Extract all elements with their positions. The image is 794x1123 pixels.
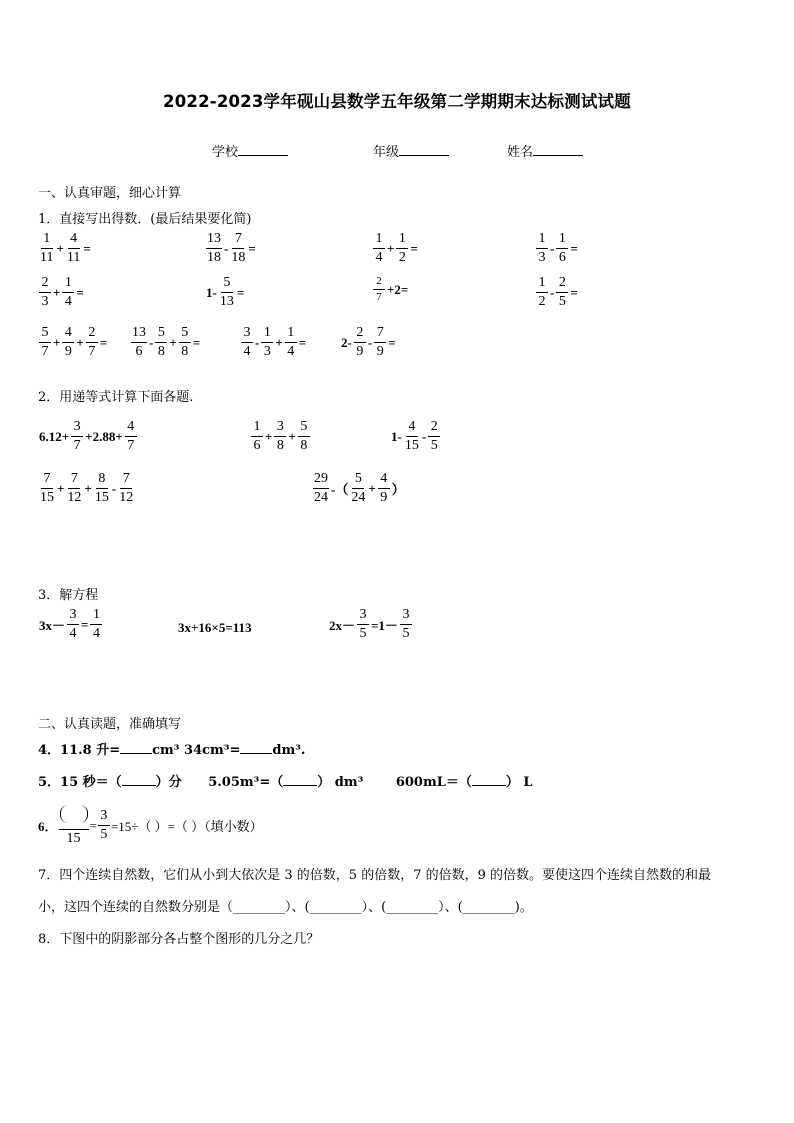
denominator: 12 — [67, 490, 82, 505]
denominator: 12 — [119, 490, 134, 505]
fraction — [400, 608, 412, 641]
denominator: 3 — [263, 344, 271, 359]
denominator: 7 — [41, 344, 49, 359]
denominator: 6 — [253, 438, 261, 453]
denominator: 24 — [351, 490, 366, 505]
grade-field[interactable] — [373, 141, 449, 160]
denominator: 4 — [92, 626, 100, 641]
denominator: 24 — [314, 490, 328, 505]
q5-text-d: ） dm³ — [317, 775, 364, 790]
question-4 — [38, 739, 305, 758]
numerator: 3 — [274, 420, 286, 437]
section-2-heading: 二、认真读题，准确填写 — [38, 717, 182, 732]
numerator: 13 — [206, 232, 222, 249]
denominator: 9 — [376, 344, 384, 359]
fraction — [219, 276, 235, 309]
denominator: 18 — [231, 250, 246, 265]
q3-equation — [38, 608, 103, 641]
grade-label: 年级 — [373, 145, 400, 160]
numerator: 5 — [221, 276, 233, 293]
q5-blank-1[interactable] — [122, 773, 156, 786]
school-label: 学校 — [212, 145, 239, 160]
numerator: 1 — [396, 232, 408, 249]
expr-suffix: = — [410, 240, 418, 256]
expr-prefix: 6.12+ — [39, 428, 70, 444]
fraction — [39, 472, 55, 505]
fraction — [313, 472, 329, 505]
q4-text-a: 4．11.8 升= — [38, 743, 121, 758]
numerator: 2 — [354, 326, 366, 343]
question-1: 1．直接写出得数．(最后结果要化简) — [38, 212, 252, 227]
q6-numerator-blank[interactable] — [60, 805, 88, 823]
numerator: 1 — [62, 276, 74, 293]
denominator: 7 — [88, 344, 96, 359]
q4-text-b: cm³ 34cm³= — [152, 743, 241, 758]
fraction — [404, 420, 420, 453]
q6-blank-fraction[interactable] — [59, 805, 89, 846]
numerator: 3 — [400, 608, 412, 625]
name-label: 姓名 — [507, 145, 534, 160]
fraction — [556, 232, 568, 265]
operator: - — [255, 334, 260, 350]
operator: - — [224, 240, 229, 256]
grade-blank[interactable] — [399, 143, 449, 156]
denominator: 8 — [181, 344, 189, 359]
fraction — [118, 472, 134, 505]
numerator: 5 — [155, 326, 167, 343]
fraction — [428, 420, 440, 453]
denominator: 7 — [127, 438, 135, 453]
denominator: 6 — [135, 344, 143, 359]
operator: + — [387, 240, 395, 256]
fraction — [66, 232, 81, 265]
numerator: 7 — [120, 472, 132, 489]
numerator: 1 — [261, 326, 273, 343]
denominator: 8 — [300, 438, 308, 453]
numerator: 7 — [41, 472, 53, 489]
fraction — [62, 326, 74, 359]
numerator: 3 — [67, 608, 79, 625]
numerator: 7 — [374, 326, 386, 343]
operator: + — [57, 480, 65, 496]
operator: - — [550, 284, 555, 300]
q1-expression — [130, 326, 201, 359]
fraction — [241, 326, 253, 359]
denominator: 3 — [538, 250, 546, 265]
q1-expression — [535, 276, 579, 309]
denominator: 4 — [64, 294, 72, 309]
fraction — [66, 472, 82, 505]
q3-equation — [328, 608, 413, 641]
operator: +2.88+ — [85, 428, 123, 444]
q5-text-b: ）分 — [155, 775, 182, 790]
fraction — [251, 420, 263, 453]
question-6 — [38, 805, 263, 846]
name-field[interactable] — [507, 141, 583, 160]
numerator: 1 — [90, 608, 102, 625]
denominator: 4 — [375, 250, 383, 265]
numerator: 2 — [556, 276, 568, 293]
page-title: 2022-2023学年砚山县数学五年级第二学期期末达标测试试题 — [163, 92, 631, 111]
operator: + — [53, 284, 61, 300]
denominator: 7 — [376, 291, 382, 303]
numerator: 7 — [68, 472, 80, 489]
q3-equation — [178, 620, 252, 636]
fraction — [62, 276, 74, 309]
expr-suffix: = — [236, 284, 245, 300]
operator: = — [81, 616, 89, 632]
question-8: 8．下图中的阴影部分各占整个图形的几分之几？ — [38, 932, 320, 947]
numerator: 4 — [378, 472, 390, 489]
question-3: 3．解方程 — [38, 588, 99, 603]
expr-suffix: = — [388, 334, 396, 350]
denominator: 11 — [66, 250, 81, 265]
denominator: 2 — [398, 250, 406, 265]
operator: + — [265, 428, 273, 444]
fraction — [373, 232, 385, 265]
expr-suffix: +2= — [387, 281, 409, 297]
numerator: 3 — [357, 608, 369, 625]
fraction — [285, 326, 297, 359]
expr-suffix: ） — [391, 482, 405, 497]
numerator: 13 — [131, 326, 147, 343]
q2-expression — [38, 472, 135, 505]
q6-frac-den: 5 — [100, 827, 108, 842]
numerator: 2 — [428, 420, 440, 437]
fraction — [71, 420, 83, 453]
denominator: 18 — [207, 250, 221, 265]
fraction — [556, 276, 568, 309]
equation-text: 3x+16×5=113 — [178, 620, 252, 635]
expr-suffix: = — [298, 334, 307, 350]
operator: + — [288, 428, 296, 444]
fraction — [350, 472, 366, 505]
denominator: 15 — [94, 490, 109, 505]
operator: + — [76, 334, 84, 350]
operator: - — [421, 428, 427, 444]
expr-suffix: = — [192, 334, 201, 350]
fraction — [536, 276, 548, 309]
denominator: 8 — [157, 344, 165, 359]
numerator: 3 — [241, 326, 253, 343]
denominator: 15 — [404, 438, 419, 453]
q5-blank-2[interactable] — [283, 773, 317, 786]
school-blank[interactable] — [238, 143, 288, 156]
denominator: 5 — [430, 438, 438, 453]
operator: - — [149, 334, 154, 350]
operator: - — [111, 480, 117, 496]
q1-expression — [372, 232, 419, 265]
q4-text-c: dm³. — [272, 743, 306, 758]
fraction — [86, 326, 98, 359]
fraction — [230, 232, 246, 265]
q1-expression — [240, 326, 307, 359]
numerator: 5 — [298, 420, 310, 437]
q6-fraction — [98, 809, 110, 842]
fraction — [206, 232, 222, 265]
q1-expression — [38, 232, 92, 265]
denominator: 5 — [402, 626, 410, 641]
fraction — [67, 608, 79, 641]
operator: =1－ — [371, 618, 398, 633]
fraction — [373, 276, 385, 303]
expr-suffix: = — [570, 240, 578, 256]
numerator: 1 — [285, 326, 297, 343]
numerator: 2 — [86, 326, 98, 343]
denominator: 9 — [356, 344, 364, 359]
fraction — [396, 232, 408, 265]
expr-prefix: 1- — [206, 284, 217, 300]
denominator: 5 — [359, 626, 367, 641]
denominator: 3 — [41, 294, 49, 309]
numerator: 4 — [406, 420, 418, 437]
operator: + — [169, 334, 177, 350]
q2-expression — [250, 420, 311, 453]
numerator: 8 — [96, 472, 108, 489]
q6-denominator: 15 — [66, 831, 81, 846]
numerator: 2 — [39, 276, 51, 293]
fraction — [378, 472, 390, 505]
operator: + — [84, 480, 92, 496]
q6-equals: = — [89, 817, 97, 833]
q5-blank-3[interactable] — [472, 773, 506, 786]
q2-expression — [38, 420, 138, 453]
numerator: 5 — [39, 326, 51, 343]
question-5 — [38, 771, 533, 790]
denominator: 15 — [40, 490, 54, 505]
denominator: 11 — [40, 250, 54, 265]
numerator: 7 — [232, 232, 244, 249]
expr-suffix: = — [248, 240, 256, 256]
expr-suffix: = — [570, 284, 578, 300]
operator: + — [56, 240, 64, 256]
fraction — [39, 326, 51, 359]
expr-suffix: = — [99, 334, 108, 350]
fraction — [131, 326, 147, 359]
operator: -（ — [331, 482, 349, 497]
q1-expression — [340, 326, 397, 359]
fraction — [274, 420, 286, 453]
q6-frac-num: 3 — [98, 809, 110, 826]
q1-expression — [205, 232, 257, 265]
q5-text-f: ） L — [505, 775, 533, 790]
denominator: 9 — [380, 490, 388, 505]
expr-prefix: 2x－ — [329, 618, 356, 633]
denominator: 13 — [219, 294, 234, 309]
question-7-line-2: 小，这四个连续的自然数分别是（________）、(________）、(________）、(________)。 — [38, 900, 533, 915]
operator: + — [275, 334, 283, 350]
fraction — [298, 420, 310, 453]
operator: - — [367, 334, 373, 350]
denominator: 9 — [64, 344, 72, 359]
fraction — [94, 472, 110, 505]
numerator: 1 — [536, 276, 548, 293]
q2-expression — [312, 472, 406, 505]
denominator: 8 — [276, 438, 284, 453]
operator: + — [53, 334, 61, 350]
fraction — [374, 326, 386, 359]
numerator: 1 — [41, 232, 53, 249]
fraction — [179, 326, 191, 359]
numerator: 5 — [179, 326, 191, 343]
expr-prefix: 2- — [341, 334, 352, 350]
denominator: 4 — [69, 626, 77, 641]
expr-prefix: 3x－ — [39, 618, 66, 633]
q1-expression — [205, 276, 245, 309]
fraction — [354, 326, 366, 359]
question-2: 2．用递等式计算下面各题. — [38, 390, 194, 405]
numerator: 1 — [373, 232, 385, 249]
school-field[interactable] — [212, 141, 288, 160]
q4-blank-1[interactable] — [120, 741, 152, 754]
numerator: 1 — [556, 232, 568, 249]
operator: + — [368, 480, 376, 496]
q5-text-a: 5．15 秒＝（ — [38, 775, 122, 790]
operator: - — [550, 240, 555, 256]
q1-expression — [372, 276, 409, 303]
denominator: 7 — [73, 438, 81, 453]
name-blank[interactable] — [533, 143, 583, 156]
q6-label: 6． — [38, 819, 58, 834]
denominator: 4 — [287, 344, 295, 359]
q4-blank-2[interactable] — [240, 741, 272, 754]
numerator: 29 — [313, 472, 329, 489]
numerator: 4 — [68, 232, 80, 249]
numerator: 4 — [62, 326, 74, 343]
q1-expression — [38, 276, 85, 309]
fraction — [261, 326, 273, 359]
fraction — [39, 232, 54, 265]
fraction — [357, 608, 369, 641]
q6-rest: =15÷（ ）=（ ）（填小数） — [110, 819, 263, 834]
expr-suffix: = — [76, 284, 84, 300]
q1-expression — [535, 232, 579, 265]
numerator: 5 — [352, 472, 364, 489]
numerator: 4 — [125, 420, 137, 437]
denominator: 5 — [558, 294, 566, 309]
numerator: 2 — [373, 276, 385, 290]
q5-text-e: 600mL＝（ — [395, 775, 472, 790]
section-1-heading: 一、认真审题，细心计算 — [38, 186, 182, 201]
denominator: 4 — [243, 344, 251, 359]
q2-expression — [390, 420, 441, 453]
question-7-line-1: 7．四个连续自然数，它们从小到大依次是 3 的倍数，5 的倍数，7 的倍数，9 的倍数。要使这四个连续自然数的和最 — [38, 868, 712, 883]
q5-text-c: 5.05m³=（ — [208, 775, 284, 790]
fraction — [536, 232, 548, 265]
fraction — [39, 276, 51, 309]
denominator: 2 — [538, 294, 546, 309]
fraction — [155, 326, 167, 359]
numerator: 1 — [536, 232, 548, 249]
denominator: 6 — [558, 250, 566, 265]
q1-expression — [38, 326, 108, 359]
numerator: 1 — [251, 420, 263, 437]
numerator: 3 — [71, 420, 83, 437]
expr-suffix: = — [83, 240, 91, 256]
fraction — [90, 608, 102, 641]
expr-prefix: 1- — [391, 428, 402, 444]
fraction — [125, 420, 137, 453]
